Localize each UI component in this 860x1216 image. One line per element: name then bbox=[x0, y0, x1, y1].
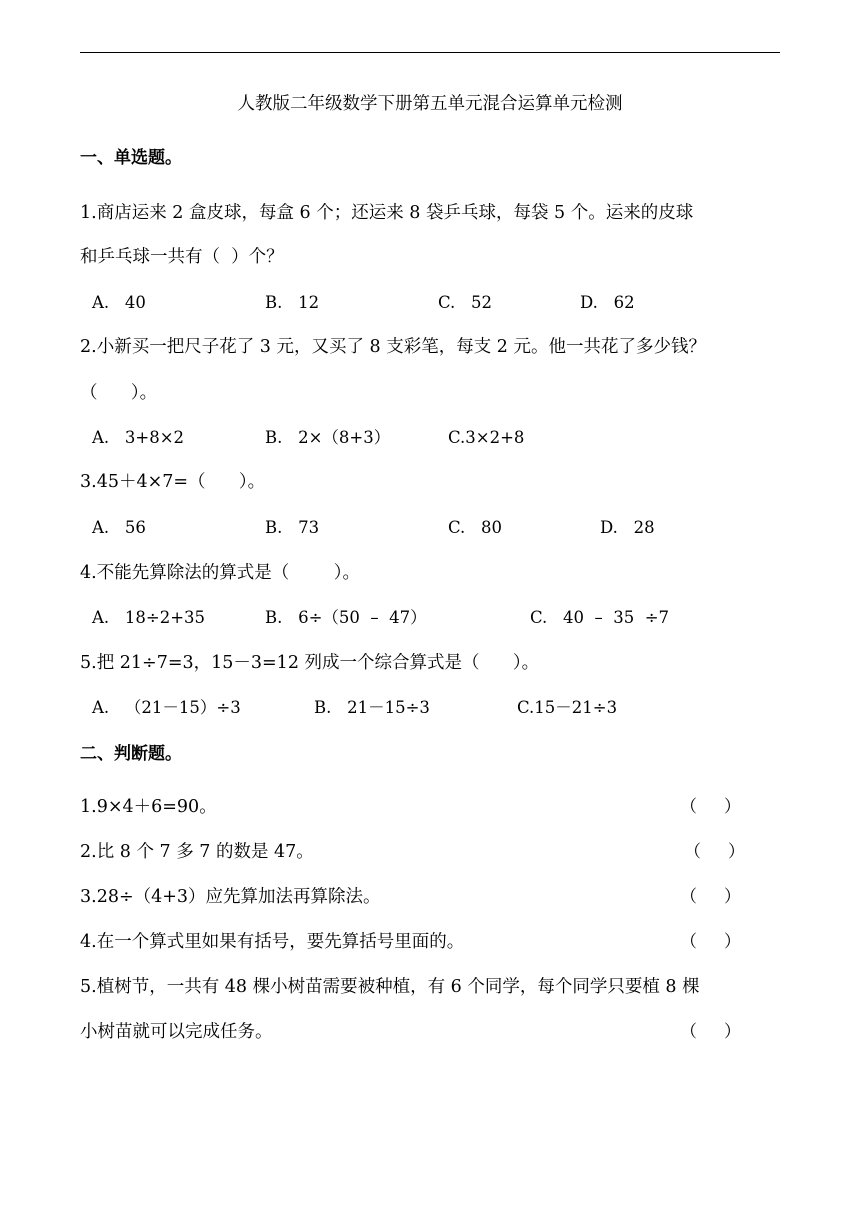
header-rule bbox=[80, 52, 780, 53]
question-1-option-a: A. 40 bbox=[92, 293, 146, 312]
question-1-line-1: 1.商店运来 2 盒皮球，每盒 6 个；还运来 8 袋乒乓球，每袋 5 个。运来的皮球 bbox=[80, 203, 694, 223]
judge-item-4: 4.在一个算式里如果有括号，要先算括号里面的。 bbox=[80, 932, 465, 952]
question-2-option-a: A. 3+8×2 bbox=[92, 428, 185, 447]
question-1-line-2: 和乒乓球一共有（ ）个？ bbox=[80, 247, 284, 267]
judge-item-1-answer-blank: （ ） bbox=[680, 797, 742, 817]
judge-item-1: 1.9×4＋6=90。 bbox=[80, 797, 217, 817]
judge-item-5-answer-blank: （ ） bbox=[680, 1022, 742, 1042]
judge-item-3: 3.28÷（4+3）应先算加法再算除法。 bbox=[80, 887, 381, 907]
question-4-line-1: 4.不能先算除法的算式是（ ）。 bbox=[80, 563, 360, 583]
judge-item-5-line-1: 5.植树节，一共有 48 棵小树苗需要被种植，有 6 个同学，每个同学只要植 8 棵 bbox=[80, 977, 700, 997]
question-1-option-b: B. 12 bbox=[265, 293, 320, 312]
question-3-option-b: B. 73 bbox=[265, 518, 320, 537]
question-5-line-1: 5.把 21÷7=3，15－3=12 列成一个综合算式是（ ）。 bbox=[80, 653, 540, 673]
question-2-line-1: 2.小新买一把尺子花了 3 元，又买了 8 支彩笔，每支 2 元。他一共花了多少钱？ bbox=[80, 337, 706, 357]
question-3-option-d: D. 28 bbox=[600, 518, 655, 537]
judge-item-2-answer-blank: （ ） bbox=[684, 842, 746, 862]
page-title: 人教版二年级数学下册第五单元混合运算单元检测 bbox=[237, 94, 623, 114]
question-4-option-c: C. 40 – 35 ÷7 bbox=[530, 608, 670, 627]
question-5-option-b: B. 21－15÷3 bbox=[314, 698, 430, 717]
section-heading-single-choice: 一、单选题。 bbox=[80, 148, 182, 168]
question-1-option-d: D. 62 bbox=[580, 293, 635, 312]
question-3-line-1: 3.45＋4×7=（ ）。 bbox=[80, 472, 266, 492]
question-4-option-a: A. 18÷2+35 bbox=[92, 608, 206, 627]
question-1-option-c: C. 52 bbox=[438, 293, 493, 312]
judge-item-3-answer-blank: （ ） bbox=[680, 887, 742, 907]
question-2-option-b: B. 2×（8+3） bbox=[265, 428, 391, 447]
question-3-option-c: C. 80 bbox=[448, 518, 503, 537]
judge-item-2: 2.比 8 个 7 多 7 的数是 47。 bbox=[80, 842, 314, 862]
question-2-option-c: C.3×2+8 bbox=[448, 428, 525, 447]
question-5-option-c: C.15－21÷3 bbox=[517, 698, 618, 717]
question-2-line-2: （ ）。 bbox=[80, 383, 158, 403]
judge-item-5-line-2: 小树苗就可以完成任务。 bbox=[80, 1022, 273, 1042]
question-4-option-b: B. 6÷（50 – 47） bbox=[265, 608, 427, 627]
question-5-option-a: A. （21－15）÷3 bbox=[92, 698, 241, 717]
section-heading-true-false: 二、判断题。 bbox=[80, 744, 182, 764]
judge-item-4-answer-blank: （ ） bbox=[680, 932, 742, 952]
question-3-option-a: A. 56 bbox=[92, 518, 146, 537]
